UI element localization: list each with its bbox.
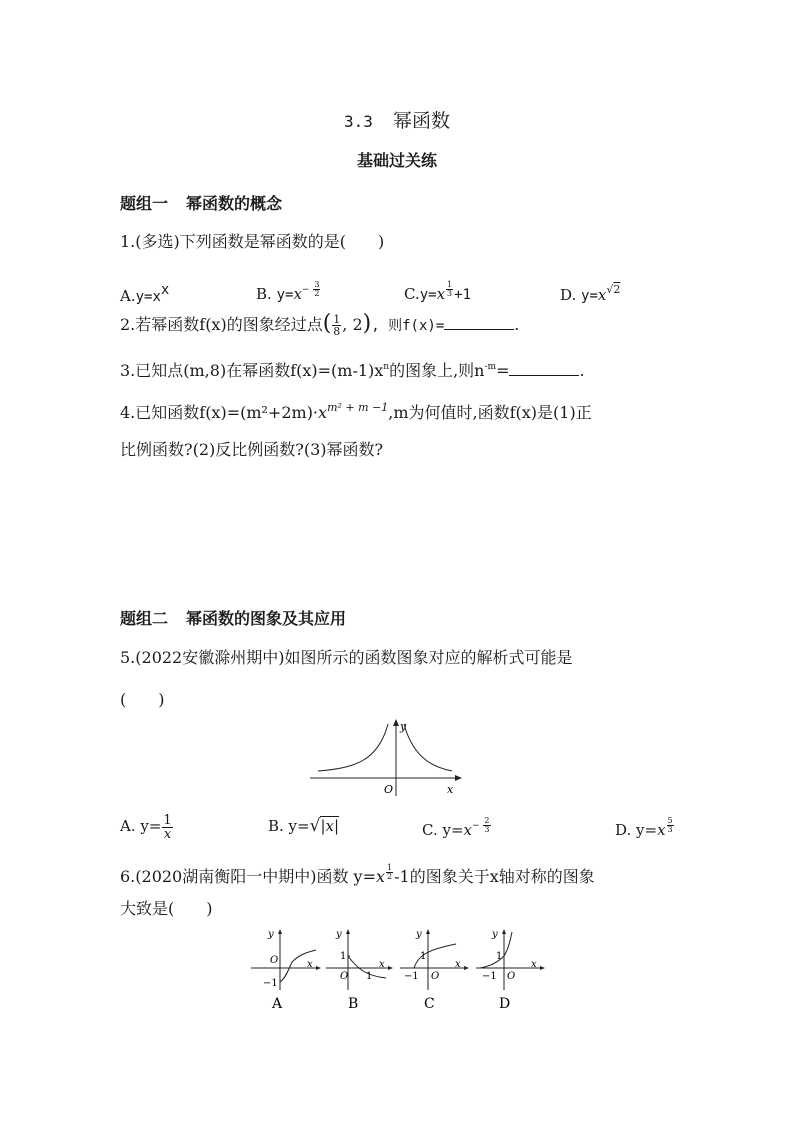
option-text: y= (276, 287, 294, 303)
question-1-stem: 1.(多选)下列函数是幂函数的是( ) (120, 232, 385, 251)
graph-label: A (272, 996, 283, 1012)
svg-text:y: y (492, 929, 498, 940)
group-prefix: 题组二 (120, 609, 169, 628)
svg-text:y: y (416, 929, 422, 940)
svg-text:−1: −1 (263, 978, 278, 989)
graph-a (251, 929, 321, 1012)
x-label: x (447, 783, 454, 796)
svg-text:−1: −1 (482, 971, 497, 982)
group-heading-1 (120, 191, 282, 214)
svg-text:1: 1 (420, 951, 427, 962)
question-5-paren: ( ) (120, 690, 165, 709)
group-title: 幂函数的概念 (186, 194, 283, 213)
curve-right (404, 724, 452, 771)
section-number: 3.3 (344, 112, 373, 131)
question-4-line-2: 比例函数?(2)反比例函数?(3)幂函数? (120, 440, 384, 459)
option-label: B. (256, 285, 272, 303)
q1-option-a: $A.y=x^x$ (120, 282, 170, 305)
question-6-stem: 6.(2020湖南衡阳一中期中)函数 y=x $^{\frac{1}{2}}$ -1的图象关于x轴对称的图象 (120, 863, 595, 886)
question-5-stem: 5.(2022安徽滁州期中)如图所示的函数图象对应的解析式可能是 (120, 648, 573, 667)
svg-text:O: O (507, 971, 516, 982)
group-prefix: 题组一 (120, 194, 169, 213)
q1-option-d: D. $y=x^{√2}$ (560, 283, 621, 304)
q6-graphs (248, 926, 548, 1018)
y-label: y (400, 720, 407, 733)
group-title: 幂函数的图象及其应用 (186, 609, 347, 628)
q5-graph (300, 716, 470, 800)
q1-option-b: B. $y=x^{- \frac{3}{2}}$ (256, 280, 320, 303)
answer-blank[interactable] (444, 315, 514, 330)
option-label: A. (120, 287, 136, 305)
graph-label: B (348, 996, 359, 1012)
graph-d (476, 929, 545, 1012)
option-text: y=x (135, 289, 161, 305)
graph-c (400, 929, 469, 1012)
q5-option-b: B. y=√|x| (268, 816, 340, 836)
answer-blank[interactable] (509, 361, 579, 376)
svg-text:O: O (340, 971, 349, 982)
svg-text:x: x (455, 959, 461, 970)
graph-label: C (424, 996, 435, 1012)
q1-option-c: C.y=x $^{\frac{1}{3}}$ +1 (404, 280, 471, 303)
q5-option-c: C. $y=x^{- \frac{2}{3}}$ (422, 816, 490, 839)
question-3: 3.已知点(m,8)在幂函数$f(x)=(m-1)x^n$的图象上,则$n^{-m}=$ . (120, 361, 585, 380)
origin-label: O (384, 783, 394, 796)
svg-text:y: y (336, 929, 342, 940)
question-4-line-1: 4.已知函数$f(x)=(m^2+2m)\cdot x^{m^2 + m -1},m$为何值时,函数f(x)是(1)正 (120, 401, 592, 422)
svg-text:−1: −1 (404, 971, 419, 982)
q5-option-d: D. y=x $^{\frac{5}{3}}$ (615, 816, 673, 839)
group-heading-2 (120, 606, 346, 629)
svg-text:1: 1 (366, 971, 373, 982)
graph-label: D (499, 996, 511, 1012)
y-axis-arrow (393, 719, 399, 726)
svg-text:x: x (379, 959, 385, 970)
option-label: C. (404, 285, 420, 303)
section-title: 幂函数 (392, 110, 450, 132)
svg-text:O: O (270, 955, 279, 966)
svg-text:x: x (531, 959, 537, 970)
q5-option-a: A. y= $\frac{1}{x}$ (120, 812, 172, 842)
question-6-line-2: 大致是( ) (120, 899, 213, 918)
svg-text:O: O (431, 971, 440, 982)
option-text: y= (581, 288, 598, 304)
svg-text:x: x (307, 959, 313, 970)
page-subtitle: 基础过关练 (356, 151, 437, 170)
svg-text:y: y (268, 929, 274, 940)
x-axis-arrow (455, 775, 462, 781)
option-label: D. (560, 286, 577, 304)
svg-text:1: 1 (340, 951, 347, 962)
question-2: 2.若幂函数f(x)的图象经过点( $\frac{1}{8}$ , 2), 则f(x)= . (120, 311, 520, 338)
graph-b (326, 929, 393, 1012)
page-title (0, 106, 794, 133)
curve-left (318, 724, 388, 771)
svg-text:1: 1 (496, 951, 503, 962)
option-text: y= (419, 287, 437, 303)
